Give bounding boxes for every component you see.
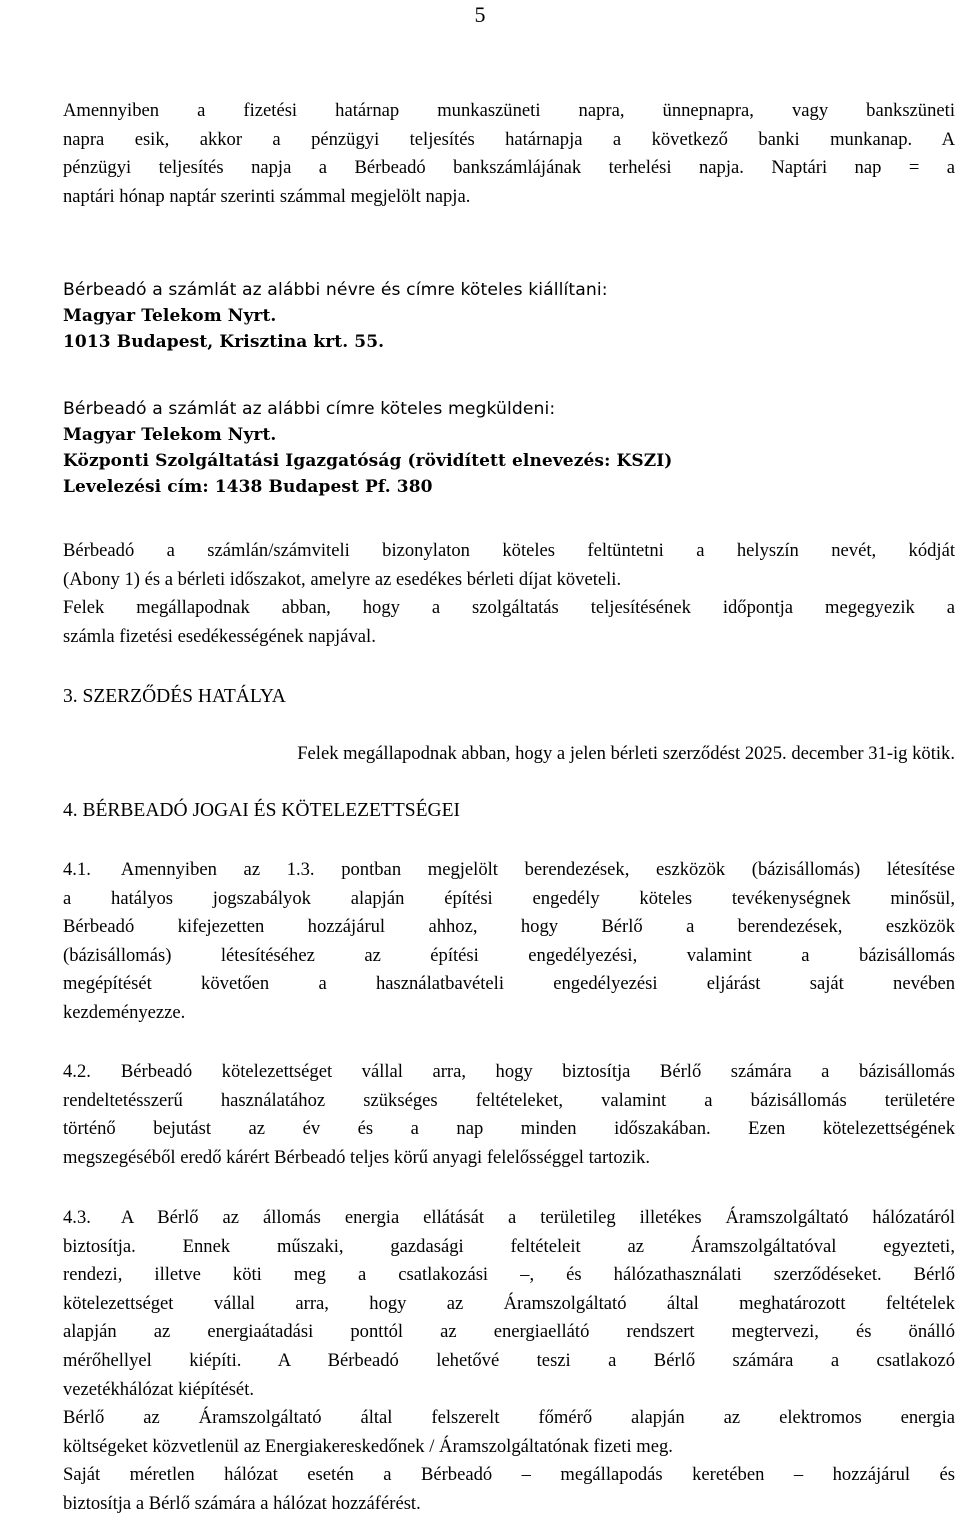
- text-line: költségeket közvetlenül az Energiakereskedőnek / Áramszolgáltatónak fizeti meg.: [63, 1435, 673, 1457]
- text-line: Saját méretlen hálózat esetén a Bérbeadó – megállapodás keretében – hozzájárul és: [63, 1464, 955, 1486]
- paragraph-invoice-details: [63, 537, 955, 651]
- text-line: napra esik, akkor a pénzügyi teljesítés határnapja a következő banki munkanap. A: [63, 128, 955, 150]
- text-line: alapján az energiaátadási ponttól az energiaellátó rendszert megtervezi, és önálló: [63, 1321, 955, 1343]
- invoice-send-block: [63, 396, 955, 500]
- clause-first-line: A Bérlő az állomás energia ellátását a területileg illetékes Áramszolgáltató hálózatáról: [120, 1207, 955, 1228]
- invoice-send-intro: Bérbeadó a számlát az alábbi címre köteles megküldeni:: [63, 399, 556, 419]
- section-4-heading: 4. BÉRBEADÓ JOGAI ÉS KÖTELEZETTSÉGEI: [63, 800, 460, 821]
- text-line: (Abony 1) és a bérleti időszakot, amelyre az esedékes bérleti díjat követeli.: [63, 568, 622, 590]
- page-number: 5: [474, 2, 486, 27]
- text-line: [63, 856, 955, 885]
- text-line: Bérbeadó a számlán/számviteli bizonylaton köteles feltüntetni a helyszín nevét, kódját: [63, 540, 955, 561]
- invoice-name-intro: Bérbeadó a számlát az alábbi névre és címre köteles kiállítani:: [63, 280, 608, 300]
- text-line: naptári hónap naptár szerinti számmal megjelölt napja.: [63, 185, 471, 207]
- clause-number: 4.3.: [63, 1207, 91, 1228]
- text-line: biztosítja. Ennek műszaki, gazdasági feltételeit az Áramszolgáltatóval egyezteti,: [63, 1235, 955, 1257]
- text-line: történő bejutást az év és a nap minden időszakában. Ezen kötelezettségének: [63, 1118, 955, 1140]
- text-line: [63, 1204, 955, 1233]
- clause-4-1: [63, 856, 955, 1028]
- text-line: kezdeményezze.: [63, 1001, 186, 1023]
- clause-first-line: Bérbeadó kötelezettséget vállal arra, hogy biztosítja Bérlő számára a bázisállomás: [120, 1061, 955, 1082]
- clause-first-line: Amennyiben az 1.3. pontban megjelölt berendezések, eszközök (bázisállomás) létesítése: [120, 859, 955, 880]
- invoice-name-block: [63, 277, 955, 355]
- clause-4-2: [63, 1058, 955, 1172]
- section-3-text: [63, 740, 955, 768]
- section-3-heading: 3. SZERZŐDÉS HATÁLYA: [63, 686, 286, 707]
- text-line: Amennyiben a fizetési határnap munkaszüneti napra, ünnepnapra, vagy bankszüneti: [63, 100, 955, 121]
- text-line: (bázisállomás) létesítéséhez az építési engedélyezési, valamint a bázisállomás: [63, 944, 955, 966]
- text-line: Felek megállapodnak abban, hogy a szolgáltatás teljesítésének időpontja megegyezik a: [63, 597, 955, 619]
- section-3-text-content: Felek megállapodnak abban, hogy a jelen bérleti szerződést 2025. december 31-ig kötik.: [297, 743, 955, 764]
- text-line: rendezi, illetve köti meg a csatlakozási –, és hálózathasználati szerződéseket. Bérlő: [63, 1264, 955, 1286]
- invoice-send-mailing: Levelezési cím: 1438 Budapest Pf. 380: [63, 477, 433, 497]
- text-line: Bérbeadó kifejezetten hozzájárul ahhoz, hogy Bérlő a berendezések, eszközök: [63, 916, 955, 938]
- text-line: mérőhellyel kiépíti. A Bérbeadó lehetővé teszi a Bérlő számára a csatlakozó: [63, 1349, 955, 1371]
- text-line: megszegéséből eredő kárért Bérbeadó teljes körű anyagi felelősséggel tartozik.: [63, 1146, 651, 1168]
- invoice-company: Magyar Telekom Nyrt.: [63, 306, 277, 326]
- invoice-address: 1013 Budapest, Krisztina krt. 55.: [63, 332, 385, 352]
- invoice-send-company: Magyar Telekom Nyrt.: [63, 425, 277, 445]
- invoice-send-department: Központi Szolgáltatási Igazgatóság (rövidített elnevezés: KSZI): [63, 451, 673, 471]
- clause-number: 4.2.: [63, 1061, 91, 1082]
- text-line: pénzügyi teljesítés napja a Bérbeadó bankszámlájának terhelési napja. Naptári nap = a: [63, 157, 955, 179]
- text-line: számla fizetési esedékességének napjával.: [63, 625, 376, 647]
- clause-4-3: [63, 1204, 955, 1519]
- text-line: Bérlő az Áramszolgáltató által felszerelt főmérő alapján az elektromos energia: [63, 1407, 955, 1429]
- text-line: [63, 1058, 955, 1087]
- clause-number: 4.1.: [63, 859, 91, 880]
- text-line: rendeltetésszerű használatához szükséges feltételeket, valamint a bázisállomás területére: [63, 1089, 955, 1111]
- text-line: a hatályos jogszabályok alapján építési engedély köteles tevékenységnek minősül,: [63, 887, 955, 909]
- text-line: megépítését követően a használatbavételi engedélyezési eljárást saját nevében: [63, 973, 955, 995]
- paragraph-payment-deadline: [63, 97, 955, 211]
- text-line: biztosítja a Bérlő számára a hálózat hozzáférést.: [63, 1492, 421, 1514]
- text-line: vezetékhálózat kiépítését.: [63, 1378, 255, 1400]
- text-line: kötelezettséget vállal arra, hogy az Áramszolgáltató által meghatározott feltételek: [63, 1292, 955, 1314]
